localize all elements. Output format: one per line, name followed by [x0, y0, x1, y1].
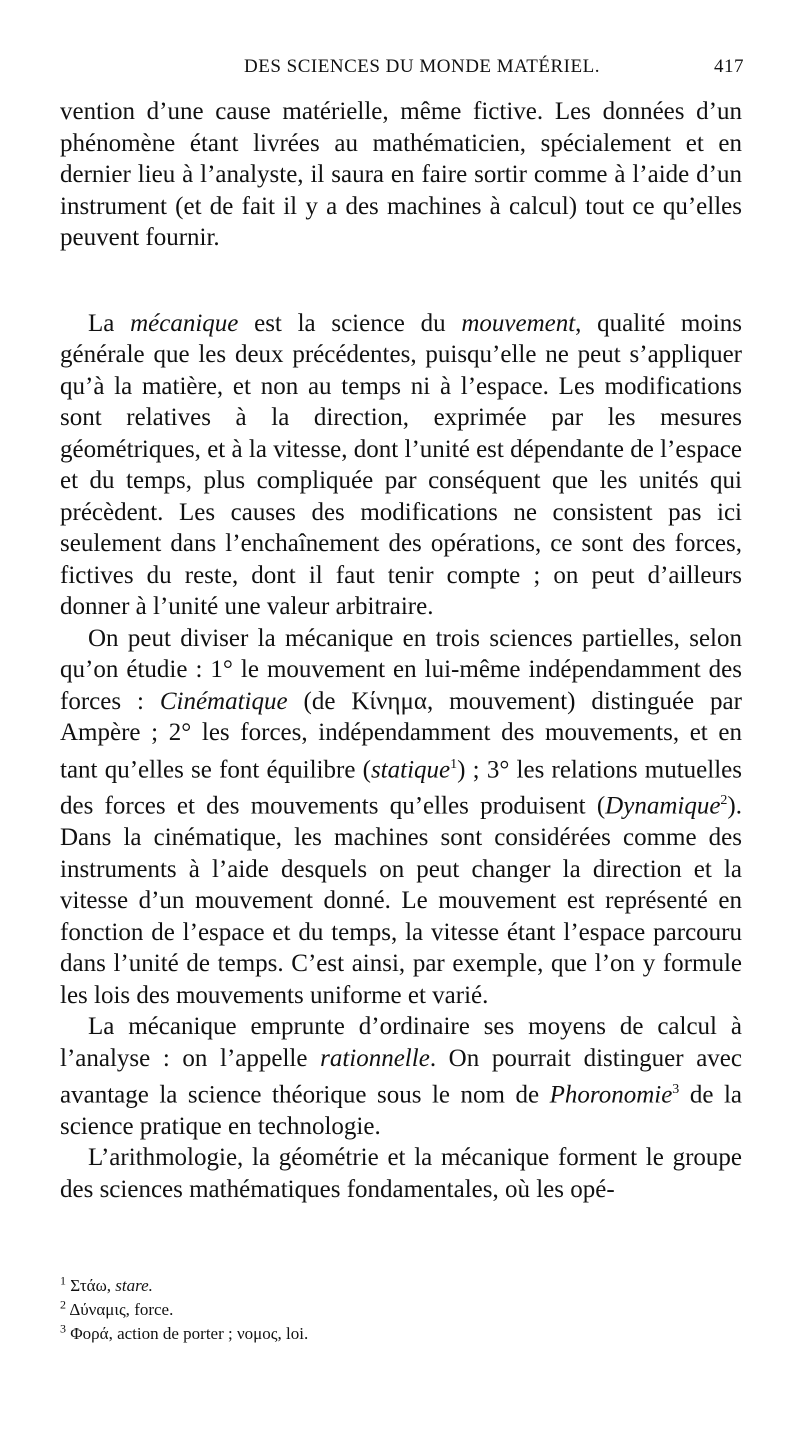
footnote-ref-3: 3 [672, 1082, 680, 1098]
footnote-ref-2: 2 [720, 793, 728, 809]
footnotes [60, 1274, 742, 1346]
running-header [60, 56, 744, 86]
running-title: DES SCIENCES DU MONDE MATÉRIEL. [244, 56, 600, 77]
term-mecanique: mécanique [130, 309, 239, 337]
term-mouvement: mouvement [461, 309, 576, 337]
footnote-3: $^3$ Φορά, action de porter ; νομος, loi. [60, 1321, 309, 1343]
page-body [60, 96, 742, 1205]
paragraph-2: La mécanique est la science du mouvement, qualité moins générale que les deux précédentes, puisqu’elle ne peut s’appliquer qu’à la matière, et non au temps ni à l’espace. Les modifications sont relatives à la direction, exprimée par les mesures géométriques, et à la vitesse, dont l’unité est dépendante de l’espace et du temps, plus compliquée par conséquent que les unités qui précèdent. Les causes des modifications ne consistent pas ici seulement dans l’enchaînement des opérations, ce sont des forces, fictives du reste, dont il faut tenir compte ; on peut d’ailleurs donner à l’unité une valeur arbitraire. [60, 309, 742, 620]
paragraph-1: vention d’une cause matérielle, même fictive. Les données d’un phénomène étant livrées au mathématicien, spécialement et en dernier lieu à l’analyste, il saura en faire sortir comme à l’aide d’un instrument (et de fait il y a des machines à calcul) tout ce qu’elles peuvent fournir. [60, 98, 742, 251]
term-rationnelle: rationnelle [320, 1044, 430, 1072]
term-cinematique: Cinématique [159, 687, 288, 715]
footnote-2: $^2$ Δύναμις, force. [60, 1297, 174, 1319]
term-statique: statique [370, 755, 451, 783]
term-dynamique: Dynamique [605, 792, 721, 820]
footnote-1: $^1$ Στάω, stare. [60, 1273, 153, 1295]
paragraph-gap [60, 254, 742, 308]
page-number: 417 [714, 56, 744, 77]
paragraph-4: La mécanique emprunte d’ordinaire ses moyens de calcul à l’analyse : on l’appelle rationnelle. On pourrait distinguer avec avantage la science théorique sous le nom de Phoronomie$^3$ de la science pratique en technologie. [60, 1013, 742, 1140]
footnote-ref-1: 1 [450, 756, 458, 772]
term-phoronomie: Phoronomie [549, 1081, 673, 1109]
paragraph-5: L’arithmologie, la géométrie et la mécanique forment le groupe des sciences mathématiques fondamentales, où les opé- [60, 1144, 742, 1203]
paragraph-3: On peut diviser la mécanique en trois sciences partielles, selon qu’on étudie : 1° le mouvement en lui-même indépendamment des forces : Cinématique (de Κίνημα, mouvement) distinguée par Ampère ; 2° les forces, indépendamment des mouvements, et en tant qu’elles se font équilibre (statique$^1$) ; 3° les relations mutuelles des forces et des mouvements qu’elles produisent (Dynamique$^2$). Dans la cinématique, les machines sont considérées comme des instruments à l’aide desquels on peut changer la direction et la vitesse d’un mouvement donné. Le mouvement est représenté en fonction de l’espace et du temps, la vitesse étant l’espace parcouru dans l’unité de temps. C’est ainsi, par exemple, que l’on y formule les lois des mouvements uniforme et varié. [60, 624, 743, 1009]
